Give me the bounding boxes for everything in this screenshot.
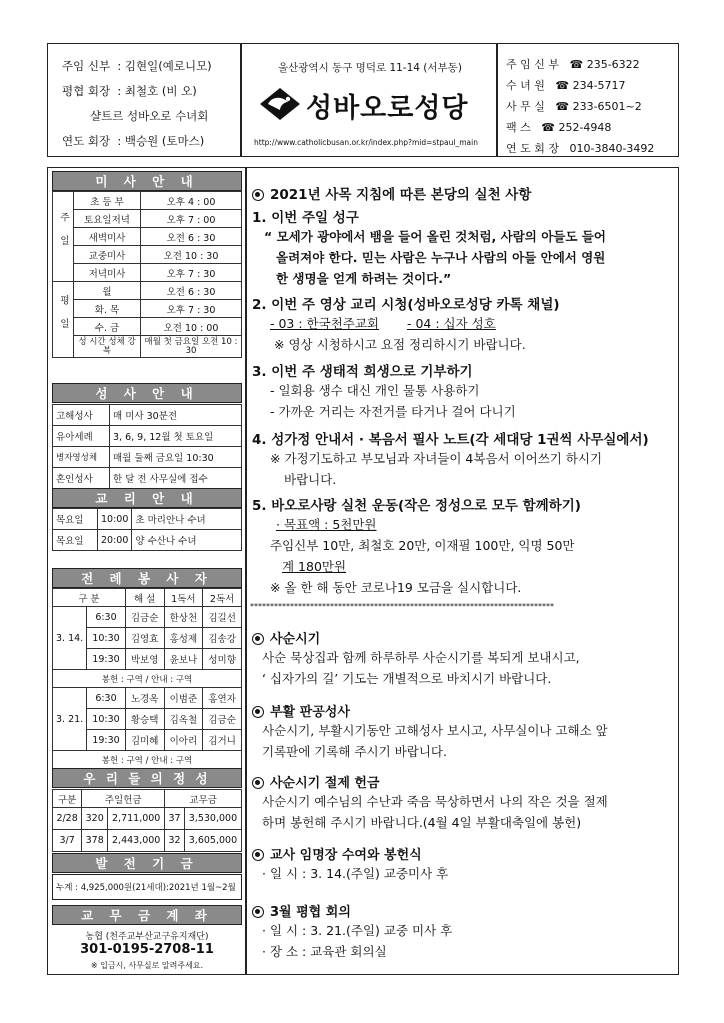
mass-time: 오후 7 : 00	[141, 210, 242, 228]
altar-header: 1독서	[164, 589, 203, 607]
church-address: 울산광역시 동구 명덕로 11-14 (서부동)	[278, 62, 462, 74]
altar-person: 한상천	[164, 607, 203, 628]
contact-label: 사 무 실	[506, 100, 545, 113]
doctrine-teacher: 초 마리안나 수녀	[132, 509, 242, 530]
notice-line: · 일 시 : 3. 21.(주일) 교중 미사 후	[262, 923, 453, 938]
altar-person: 이아리	[164, 730, 203, 751]
sacrament-value: 한 달 전 사무실에 접수	[110, 468, 242, 489]
notice-line: 하며 봉헌해 주시기 바랍니다.(4월 4일 부활대축일에 봉헌)	[262, 815, 582, 830]
mass-table	[52, 191, 242, 358]
offering-table	[52, 789, 242, 852]
notice-2	[252, 701, 672, 762]
staff-value: : 최철호 (비 오)	[117, 84, 197, 98]
mass-time: 오후 4 : 00	[141, 192, 242, 210]
contact-label: 주 임 신 부	[506, 58, 559, 71]
account-note: ※ 입금시, 사무실로 알려주세요.	[90, 961, 204, 970]
offering-header: 주일헌금	[82, 790, 165, 808]
video-item: - 04 : 십자 성호	[407, 316, 496, 331]
staff-value: : 백승원 (토마스)	[117, 134, 205, 148]
offering-title: 우 리 들 의 정 성	[52, 768, 242, 788]
notice-title: 교사 임명장 수여와 봉헌식	[270, 848, 422, 863]
offering-date: 3/7	[53, 830, 82, 852]
notice-1	[252, 628, 672, 689]
mass-time: 오전 10 : 00	[141, 318, 242, 336]
section-2	[252, 293, 672, 355]
mass-time: 오전 6 : 30	[141, 282, 242, 300]
section-line: ※ 영상 시청하시고 요점 정리하시기 바랍니다.	[274, 337, 526, 352]
bullet-icon	[252, 777, 264, 789]
notice-4	[252, 844, 672, 884]
main-title-text: 2021년 사목 지침에 따른 본당의 실천 사항	[270, 187, 532, 203]
offering-count: 37	[165, 808, 185, 830]
offering-count: 378	[82, 830, 108, 852]
offering-amount: 3,605,000	[184, 830, 241, 852]
doctrine-time: 20:00	[98, 530, 132, 551]
goal-line: · 목표액 : 5천만원	[276, 517, 377, 532]
account-bank: 농협 (천주교부산교구유지재단)	[85, 932, 209, 942]
altar-date: 3. 14.	[53, 607, 87, 670]
notice-line: · 장 소 : 교육관 회의실	[262, 944, 387, 959]
mass-time: 오후 7 : 30	[141, 264, 242, 282]
offering-amount: 2,443,000	[108, 830, 165, 852]
total-line: 계 180만원	[282, 559, 347, 574]
mass-time: 오전 6 : 30	[141, 228, 242, 246]
sacrament-name: 유아세례	[53, 426, 110, 447]
altar-person: 홍성제	[164, 628, 203, 649]
altar-title: 전 례 봉 사 자	[52, 568, 242, 588]
separator-line: ****************************************************************************	[250, 602, 554, 611]
section-3	[252, 360, 672, 422]
sacrament-title: 성 사 안 내	[52, 383, 242, 403]
contact-label: 연 도 회 장	[506, 142, 559, 155]
altar-person: 김금순	[203, 709, 242, 730]
section-1	[252, 206, 672, 289]
mass-name: 새벽미사	[74, 228, 141, 246]
contact-label: 팩 스	[506, 121, 531, 134]
section-heading: 1. 이번 주일 성구	[252, 210, 359, 226]
altar-person: 황승택	[125, 709, 164, 730]
account-title: 교 무 금 계 좌	[52, 905, 242, 925]
altar-table	[52, 588, 242, 769]
section-line: ※ 가정기도하고 부모님과 자녀들이 4복음서 이어쓰기 하시기	[270, 451, 603, 466]
mass-time: 매월 첫 금요일 오전 10 : 30	[141, 336, 242, 358]
development-title: 발 전 기 금	[52, 853, 242, 873]
offering-date: 2/28	[53, 808, 82, 830]
altar-header: 2독서	[203, 589, 242, 607]
doctrine-teacher: 양 수산나 수녀	[132, 530, 242, 551]
notice-5	[252, 901, 672, 962]
altar-header: 구 분	[53, 589, 126, 607]
staff-label: 샬트르 성바오로 수녀회	[90, 109, 209, 123]
contact-phone: 010-3840-3492	[569, 142, 655, 155]
offering-header: 구분	[53, 790, 82, 808]
altar-person: 김금순	[125, 607, 164, 628]
altar-person: 김송강	[203, 628, 242, 649]
altar-person: 김영효	[125, 628, 164, 649]
altar-person: 윤보나	[164, 649, 203, 670]
mass-name: 토요일저녁	[74, 210, 141, 228]
mass-name: 수. 금	[74, 318, 141, 336]
offering-amount: 2,711,000	[108, 808, 165, 830]
account-number: 301-0195-2708-11	[80, 942, 214, 957]
notice-line: · 일 시 : 3. 14.(주일) 교중미사 후	[262, 866, 449, 881]
staff-label: 평협 회장	[62, 84, 111, 98]
notice-title: 사순시기	[270, 632, 321, 647]
bullet-icon	[252, 906, 264, 918]
sacrament-name: 고해성사	[53, 405, 110, 426]
altar-time: 10:30	[87, 628, 126, 649]
altar-person: 이범준	[164, 688, 203, 709]
bullet-icon	[252, 849, 264, 861]
notice-line: 사순시기, 부활시기동안 고해성사 보시고, 사무실이나 고해소 앞	[262, 723, 608, 738]
altar-time: 10:30	[87, 709, 126, 730]
doctrine-day: 목요일	[53, 530, 98, 551]
offering-header: 교무금	[165, 790, 242, 808]
doctrine-day: 목요일	[53, 509, 98, 530]
altar-person: 김미혜	[125, 730, 164, 751]
sacrament-value: 매 미사 30분전	[110, 405, 242, 426]
staff-label: 연도 회장	[62, 134, 111, 148]
bullet-icon	[252, 706, 264, 718]
altar-time: 19:30	[87, 649, 126, 670]
mass-weekday-label: 평일	[53, 282, 74, 358]
verse-line: “ 모세가 광야에서 뱀을 들어 올린 것처럼, 사람의 아들도 들어	[264, 229, 606, 244]
sacrament-name: 병자영성체	[53, 447, 110, 468]
mass-time: 오전 10 : 30	[141, 246, 242, 264]
offering-amount: 3,530,000	[184, 808, 241, 830]
mass-name: 월	[74, 282, 141, 300]
altar-person: 홍연자	[203, 688, 242, 709]
altar-date: 3. 21.	[53, 688, 87, 751]
altar-person: 성미향	[203, 649, 242, 670]
section-line: ※ 올 한 해 동안 코로나19 모금을 실시합니다.	[270, 580, 522, 595]
section-line: - 일회용 생수 대신 개인 물통 사용하기	[270, 383, 480, 398]
notice-line: ‘ 십자가의 길’ 기도는 개별적으로 바치시기 바랍니다.	[262, 671, 552, 686]
contact-phone: ☎ 252-4948	[541, 121, 612, 134]
church-logo-icon	[258, 86, 302, 122]
altar-person: 김옥철	[164, 709, 203, 730]
altar-note: 봉헌 : 구역 / 안내 : 구역	[53, 670, 242, 688]
altar-person: 박보영	[125, 649, 164, 670]
staff-value: : 김현일(예로니모)	[117, 59, 212, 73]
sacrament-value: 매월 둘째 금요일 10:30	[110, 447, 242, 468]
contact-phone: ☎ 233-6501~2	[555, 100, 642, 113]
church-url[interactable]: http://www.catholicbusan.or.kr/index.php?mid=stpaul_main	[254, 138, 478, 147]
notice-title: 사순시기 절제 헌금	[270, 776, 380, 791]
contact-phone: ☎ 234-5717	[555, 79, 626, 92]
mass-title: 미 사 안 내	[52, 171, 242, 191]
mass-sunday-label: 주일	[53, 192, 74, 282]
staff-label: 주임 신부	[62, 59, 111, 73]
church-name: 성바오로성당	[306, 93, 469, 124]
verse-line: 올려져야 한다. 믿는 사람은 누구나 사람의 아들 안에서 영원	[276, 250, 606, 265]
development-text: 누계 : 4,925,000원(21세대):2021년 1월~2월	[56, 883, 236, 893]
section-4	[252, 428, 672, 490]
sacrament-value: 3, 6, 9, 12월 첫 토요일	[110, 426, 242, 447]
notice-line: 기록판에 기록해 주시기 바랍니다.	[262, 744, 447, 759]
bullet-icon	[252, 189, 264, 201]
notice-title: 부활 판공성사	[270, 705, 350, 720]
section-heading: 5. 바오로사랑 실천 운동(작은 정성으로 모두 함께하기)	[252, 498, 581, 514]
sacrament-table	[52, 404, 242, 489]
header-divider-left	[240, 43, 242, 157]
altar-time: 6:30	[87, 688, 126, 709]
offering-count: 32	[165, 830, 185, 852]
altar-note: 봉헌 : 구역 / 안내 : 구역	[53, 751, 242, 769]
contact-label: 수 녀 원	[506, 79, 545, 92]
doctrine-time: 10:00	[98, 509, 132, 530]
notice-title: 3월 평협 회의	[270, 905, 351, 920]
notice-line: 사순 묵상집과 함께 하루하루 사순시기를 복되게 보내시고,	[262, 650, 580, 665]
mass-name: 교중미사	[74, 246, 141, 264]
notice-3	[252, 772, 672, 833]
video-item: - 03 : 한국천주교회	[270, 316, 379, 331]
section-line: - 가까운 거리는 자전거를 타거나 걸어 다니기	[270, 404, 516, 419]
contact-phone: ☎ 235-6322	[569, 58, 640, 71]
mass-name: 초 등 부	[74, 192, 141, 210]
sacrament-name: 혼인성사	[53, 468, 110, 489]
verse-line: 한 생명을 얻게 하려는 것이다.”	[276, 271, 452, 286]
altar-person: 노경옥	[125, 688, 164, 709]
altar-person: 김거니	[203, 730, 242, 751]
header-divider-right	[496, 43, 498, 157]
altar-header: 해 설	[125, 589, 164, 607]
notice-line: 사순시기 예수님의 수난과 죽음 묵상하면서 나의 작은 것을 절제	[262, 794, 608, 809]
section-line: 바랍니다.	[284, 472, 337, 487]
altar-person: 김길선	[203, 607, 242, 628]
section-heading: 3. 이번 주 생태적 희생으로 기부하기	[252, 364, 473, 380]
section-heading: 4. 성가정 안내서 · 복음서 필사 노트(각 세대당 1권씩 사무실에서)	[252, 432, 649, 448]
donor-line: 주임신부 10만, 최철호 20만, 이재필 100만, 익명 50만	[270, 538, 575, 553]
doctrine-table	[52, 508, 242, 551]
mass-name: 화. 목	[74, 300, 141, 318]
offering-count: 320	[82, 808, 108, 830]
section-heading: 2. 이번 주 영상 교리 시청(성바오로성당 카톡 채널)	[252, 297, 560, 313]
mass-name: 저녁미사	[74, 264, 141, 282]
doctrine-title: 교 리 안 내	[52, 488, 242, 508]
altar-time: 6:30	[87, 607, 126, 628]
mass-time: 오후 7 : 30	[141, 300, 242, 318]
video-line	[270, 313, 672, 334]
bullet-icon	[252, 633, 264, 645]
main-title	[252, 183, 672, 203]
section-5	[252, 494, 672, 598]
mass-name: 성 시간 성체 강복	[74, 336, 141, 358]
altar-time: 19:30	[87, 730, 126, 751]
